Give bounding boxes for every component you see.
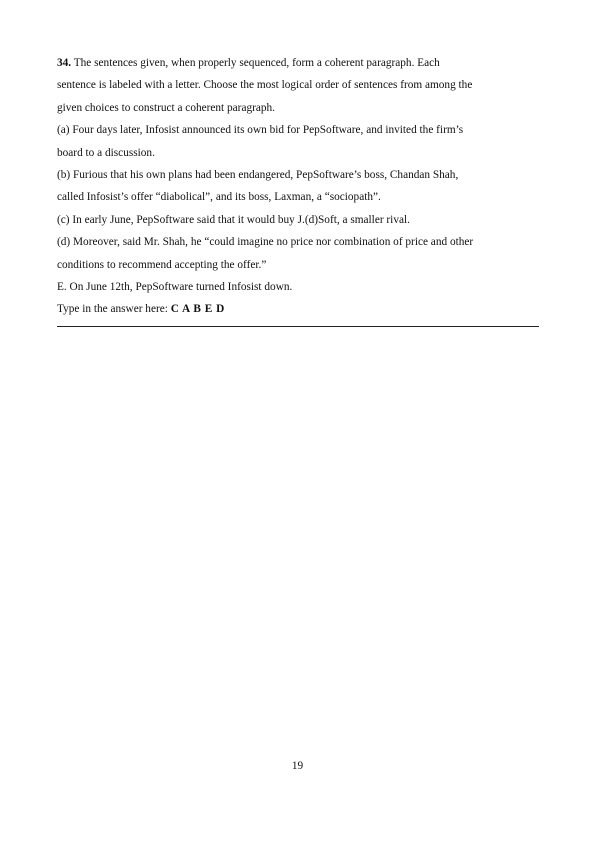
question-intro-text-1: The sentences given, when properly sequenced, form a coherent paragraph. Each [73, 57, 440, 69]
option-e-line-1: E. On June 12th, PepSoftware turned Infosist down. [57, 281, 293, 294]
page-number: 19 [291, 760, 304, 772]
question-intro-line-1 [57, 52, 539, 74]
option-a-line-2: board to a discussion. [57, 146, 155, 159]
question-intro-line-3: given choices to construct a coherent paragraph. [57, 101, 276, 114]
option-d-line-2: conditions to recommend accepting the offer.” [57, 258, 267, 271]
option-a-line-1: (a) Four days later, Infosist announced its own bid for PepSoftware, and invited the firm’s [57, 124, 464, 137]
answer-value: C A B E D [170, 303, 225, 316]
question-number: 34. [57, 57, 72, 69]
option-b-line-2: called Infosist’s offer “diabolical”, and its boss, Laxman, a “sociopath”. [57, 191, 381, 204]
question-intro-line-2: sentence is labeled with a letter. Choose the most logical order of sentences from among the [57, 79, 473, 92]
option-d-line-1: (d) Moreover, said Mr. Shah, he “could imagine no price nor combination of price and other [57, 236, 474, 249]
answer-line [57, 298, 539, 320]
option-b-line-1: (b) Furious that his own plans had been endangered, PepSoftware’s boss, Chandan Shah, [57, 169, 459, 182]
option-c-line-1: (c) In early June, PepSoftware said that it would buy J.(d)Soft, a smaller rival. [57, 213, 410, 226]
question-block [57, 52, 539, 321]
answer-divider [57, 326, 539, 327]
answer-prompt: Type in the answer here: [57, 303, 171, 316]
